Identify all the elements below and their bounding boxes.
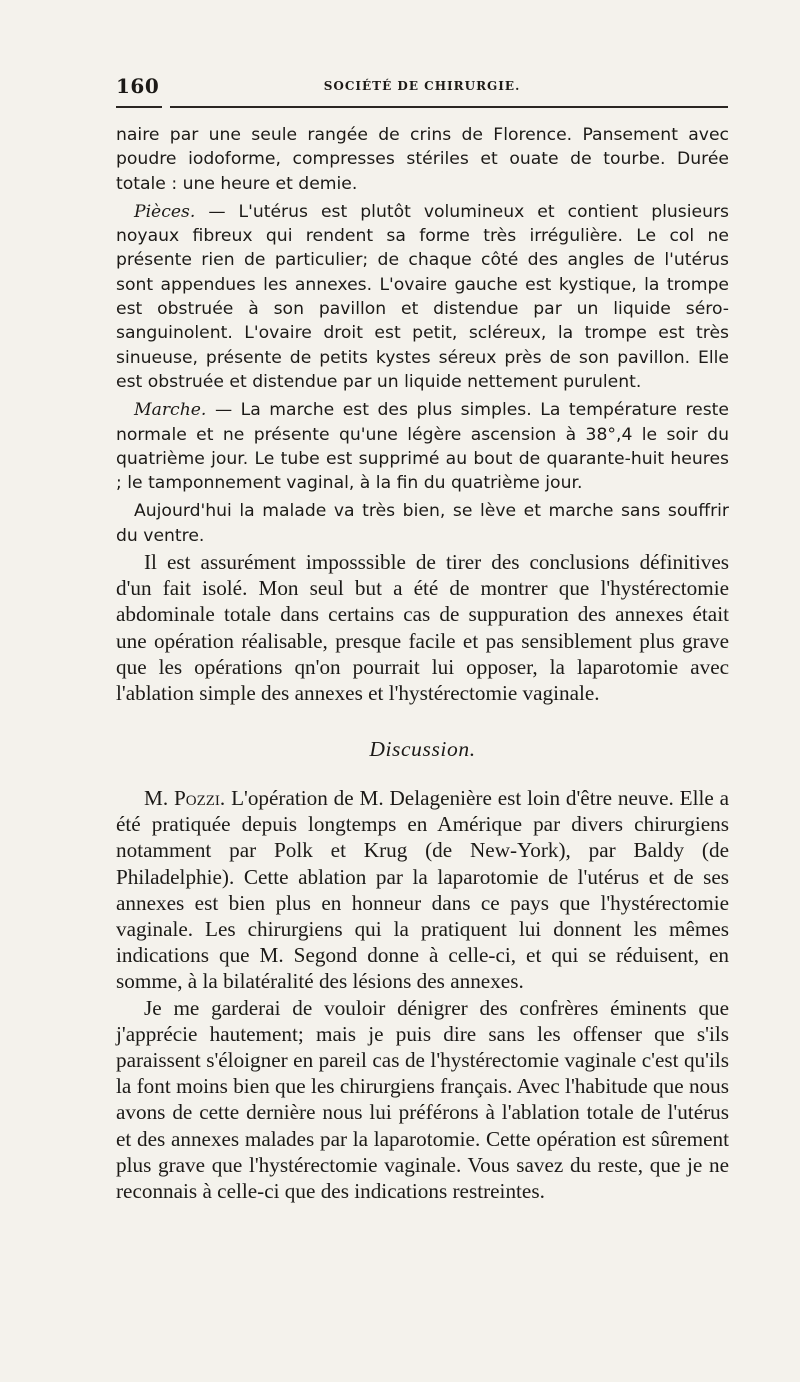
header-rule-gap xyxy=(162,104,170,110)
page-header xyxy=(116,70,728,100)
conclusion-text xyxy=(116,549,729,706)
speaker-name: M. Pozzi. xyxy=(144,786,226,810)
case-report-text xyxy=(116,123,729,548)
discussion-paragraph-2: Je me garderai de vouloir dénigrer des confrères éminents que j'apprécie hautement; mais je puis dire sans les offenser que s'ils paraissent s'éloigner en pareil cas de l'hystérectomie vaginale c'est qu'ils la font moins bien que les chirurgiens français. Avec l'habitude que nous avons de cette dernière nous lui préférons à l'ablation totale de l'utérus et des annexes malades par la laparotomie. Cette opération est sûrement plus grave que l'hystérectomie vaginale. Vous savez du reste, que je ne reconnais à celle-ci que des indications restreintes. xyxy=(116,995,729,1204)
page-number: 160 xyxy=(116,74,160,98)
conclusion-paragraph: Il est assurément imposssible de tirer des conclusions définitives d'un fait isolé. Mon seul but a été de montrer que l'hystérectomie abdominale totale dans certains cas de suppuration des annexes était une opération réalisable, presque facile et pas sensiblement plus grave que les opérations qn'on pourrait lui opposer, la laparotomie avec l'ablation simple des annexes et l'hystérectomie vaginale. xyxy=(116,550,729,706)
case-paragraph-pieces xyxy=(116,200,729,394)
discussion-paragraph-1 xyxy=(116,785,729,995)
header-rule xyxy=(116,106,728,108)
pieces-label: Pièces. xyxy=(134,201,196,222)
discussion-paragraph-1-body: L'opération de M. Delagenière est loin d'être neuve. Elle a été pratiquée depuis longtemps en Amérique par divers chirurgiens notamment par Polk et Krug (de New-York), par Baldy (de Philadelphie). Cette ablation par la laparotomie de l'utérus et de ses annexes est bien plus en honneur dans ce pays que l'hystérectomie vaginale. Les chirurgiens qui la pratiquent lui donnent les mêmes indications que M. Segond donne à celle-ci, et qui se réduisent, en somme, à la bilatéralité des lésions des annexes. xyxy=(116,786,729,994)
discussion-text xyxy=(116,785,729,1204)
case-paragraph-outcome: Aujourd'hui la malade va très bien, se lève et marche sans souffrir du ventre. xyxy=(116,501,729,546)
pieces-body: — L'utérus est plutôt volumineux et contient plusieurs noyaux fibreux qui rendent sa forme très irrégulière. Le col ne présente rien de particulier; de chaque côté des angles de l'utérus sont appendues les annexes. L'ovaire gauche est kystique, la trompe est obstruée à son pavillon et distendue par un liquide séro-sanguinolent. L'ovaire droit est petit, scléreux, la trompe est très sinueuse, présente de petits kystes séreux près de son pavillon. Elle est obstruée et distendue par un liquide nettement purulent. xyxy=(116,201,729,392)
marche-label: Marche. xyxy=(134,400,207,421)
marche-body: — La marche est des plus simples. La température reste normale et ne présente qu'une légère ascension à 38°,4 le soir du quatrième jour. Le tube est supprimé au bout de quarante-huit heures ; le tamponnement vaginal, à la fin du quatrième jour. xyxy=(116,400,729,494)
section-heading-discussion: Discussion. xyxy=(369,737,476,761)
case-paragraph-marche xyxy=(116,398,729,495)
case-paragraph-continuation: naire par une seule rangée de crins de Florence. Pansement avec poudre iodoforme, compresses stériles et ouate de tourbe. Durée totale : une heure et demie. xyxy=(116,125,729,194)
running-title: SOCIÉTÉ DE CHIRURGIE. xyxy=(323,79,521,93)
